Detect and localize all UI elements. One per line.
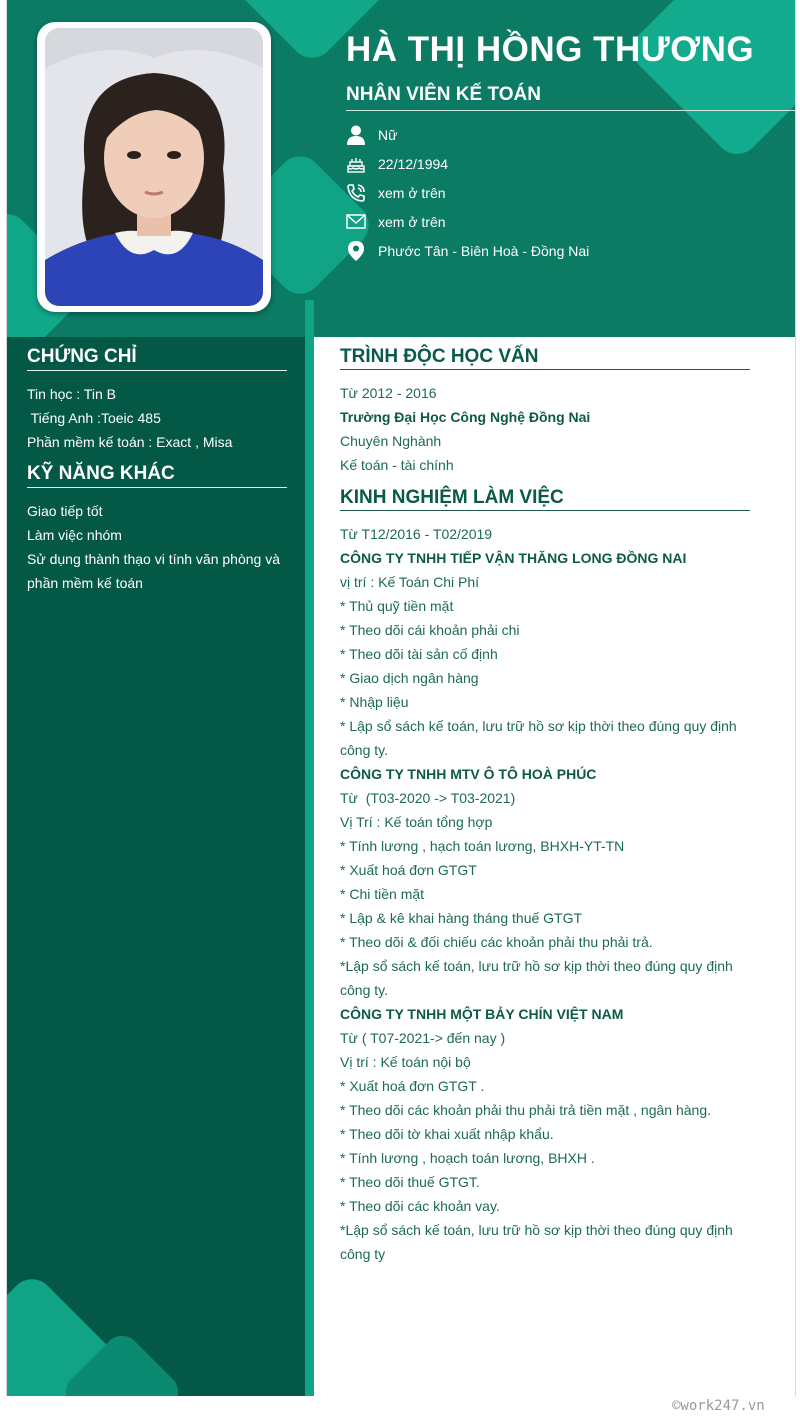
- divider: [346, 110, 795, 111]
- candidate-name: HÀ THỊ HỒNG THƯƠNG: [346, 30, 755, 69]
- duty-item: * Lập & kê khai hàng tháng thuế GTGT: [340, 910, 583, 926]
- contact-info: [346, 120, 589, 265]
- company-name: CÔNG TY TNHH MỘT BẢY CHÍN VIỆT NAM: [340, 1006, 624, 1022]
- duty-item: * Nhập liệu: [340, 694, 409, 710]
- email-value: xem ở trên: [378, 213, 446, 230]
- education-title: TRÌNH ĐỘC HỌC VẤN: [340, 346, 750, 370]
- duty-item: * Theo dõi tờ khai xuất nhập khẩu.: [340, 1126, 554, 1142]
- birthday-cake-icon: [346, 153, 366, 175]
- job-period: Từ (T03-2020 -> T03-2021): [340, 790, 516, 806]
- certificate-item: Tin học : Tin B: [27, 386, 116, 402]
- gender-value: Nữ: [378, 126, 398, 143]
- duty-item: * Lập sổ sách kế toán, lưu trữ hồ sơ kịp thời theo đúng quy định công ty.: [340, 718, 737, 758]
- duty-item: * Giao dịch ngân hàng: [340, 670, 479, 686]
- email-row: [346, 207, 589, 236]
- phone-row: [346, 178, 589, 207]
- portrait-illustration: [45, 28, 263, 306]
- experience-title: KINH NGHIỆM LÀM VIỆC: [340, 487, 750, 511]
- cv-page: [6, 0, 796, 1396]
- skill-item: Sử dụng thành thạo vi tính văn phòng và phần mềm kế toán: [27, 551, 281, 591]
- education-section: [340, 346, 750, 477]
- company-name: CÔNG TY TNHH TIẾP VẬN THĂNG LONG ĐỒNG NAI: [340, 550, 687, 566]
- skill-item: Làm việc nhóm: [27, 527, 122, 543]
- certificate-item: Phần mềm kế toán : Exact , Misa: [27, 434, 233, 450]
- experience-section: [340, 487, 750, 1266]
- duty-item: *Lập sổ sách kế toán, lưu trữ hồ sơ kịp thời theo đúng quy định công ty: [340, 1222, 733, 1262]
- job-title: NHÂN VIÊN KẾ TOÁN: [346, 84, 541, 105]
- duty-item: * Chi tiền mặt: [340, 886, 425, 902]
- education-period: Từ 2012 - 2016: [340, 385, 437, 401]
- envelope-icon: [346, 211, 366, 233]
- duty-item: * Tính lương , hoạch toán lương, BHXH .: [340, 1150, 595, 1166]
- decor-shape: [624, 0, 795, 163]
- duty-item: * Xuất hoá đơn GTGT .: [340, 1078, 485, 1094]
- duty-item: *Lập sổ sách kế toán, lưu trữ hồ sơ kịp thời theo đúng quy định công ty.: [340, 958, 733, 998]
- dob-value: 22/12/1994: [378, 155, 449, 172]
- address-row: [346, 236, 589, 265]
- duty-item: * Theo dõi & đối chiếu các khoản phải thu phải trả.: [340, 934, 653, 950]
- duty-item: * Xuất hoá đơn GTGT: [340, 862, 477, 878]
- duty-item: * Theo dõi các khoản vay.: [340, 1198, 500, 1214]
- duty-item: * Theo dõi thuế GTGT.: [340, 1174, 480, 1190]
- certificate-item: Tiếng Anh :Toeic 485: [27, 410, 161, 426]
- major-label: Chuyên Nghành: [340, 433, 442, 449]
- profile-photo: [45, 28, 263, 306]
- duty-item: * Thủ quỹ tiền mặt: [340, 598, 454, 614]
- sidebar-accent-strip: [305, 300, 314, 1396]
- profile-photo-frame: [37, 22, 271, 312]
- duty-item: * Theo dõi tài sản cố định: [340, 646, 498, 662]
- certificates-section: [27, 346, 287, 454]
- person-icon: [346, 124, 366, 146]
- job-period: Từ ( T07-2021-> đến nay ): [340, 1030, 506, 1046]
- watermark: ©work247.vn: [672, 1398, 765, 1414]
- location-pin-icon: [346, 240, 366, 262]
- job-position: vị trí : Kế Toán Chi Phí: [340, 574, 480, 590]
- address-value: Phước Tân - Biên Hoà - Đồng Nai: [378, 242, 590, 259]
- dob-row: [346, 149, 589, 178]
- gender-row: [346, 120, 589, 149]
- company-name: CÔNG TY TNHH MTV Ô TÔ HOÀ PHÚC: [340, 766, 597, 782]
- job-position: Vị Trí : Kế toán tổng hợp: [340, 814, 493, 830]
- duty-item: * Theo dõi các khoản phải thu phải trả tiền mặt , ngân hàng.: [340, 1102, 711, 1118]
- certificates-title: CHỨNG CHỈ: [27, 346, 287, 371]
- phone-value: xem ở trên: [378, 184, 446, 201]
- skills-section: [27, 463, 287, 595]
- phone-icon: [346, 182, 366, 204]
- job-position: Vị trí : Kế toán nội bộ: [340, 1054, 471, 1070]
- job-period: Từ T12/2016 - T02/2019: [340, 526, 493, 542]
- duty-item: * Theo dõi cái khoản phải chi: [340, 622, 520, 638]
- major-value: Kế toán - tài chính: [340, 457, 454, 473]
- skills-title: KỸ NĂNG KHÁC: [27, 463, 287, 488]
- skill-item: Giao tiếp tốt: [27, 503, 103, 519]
- duty-item: * Tính lương , hạch toán lương, BHXH-YT-TN: [340, 838, 625, 854]
- school-name: Trường Đại Học Công Nghệ Đồng Nai: [340, 409, 591, 425]
